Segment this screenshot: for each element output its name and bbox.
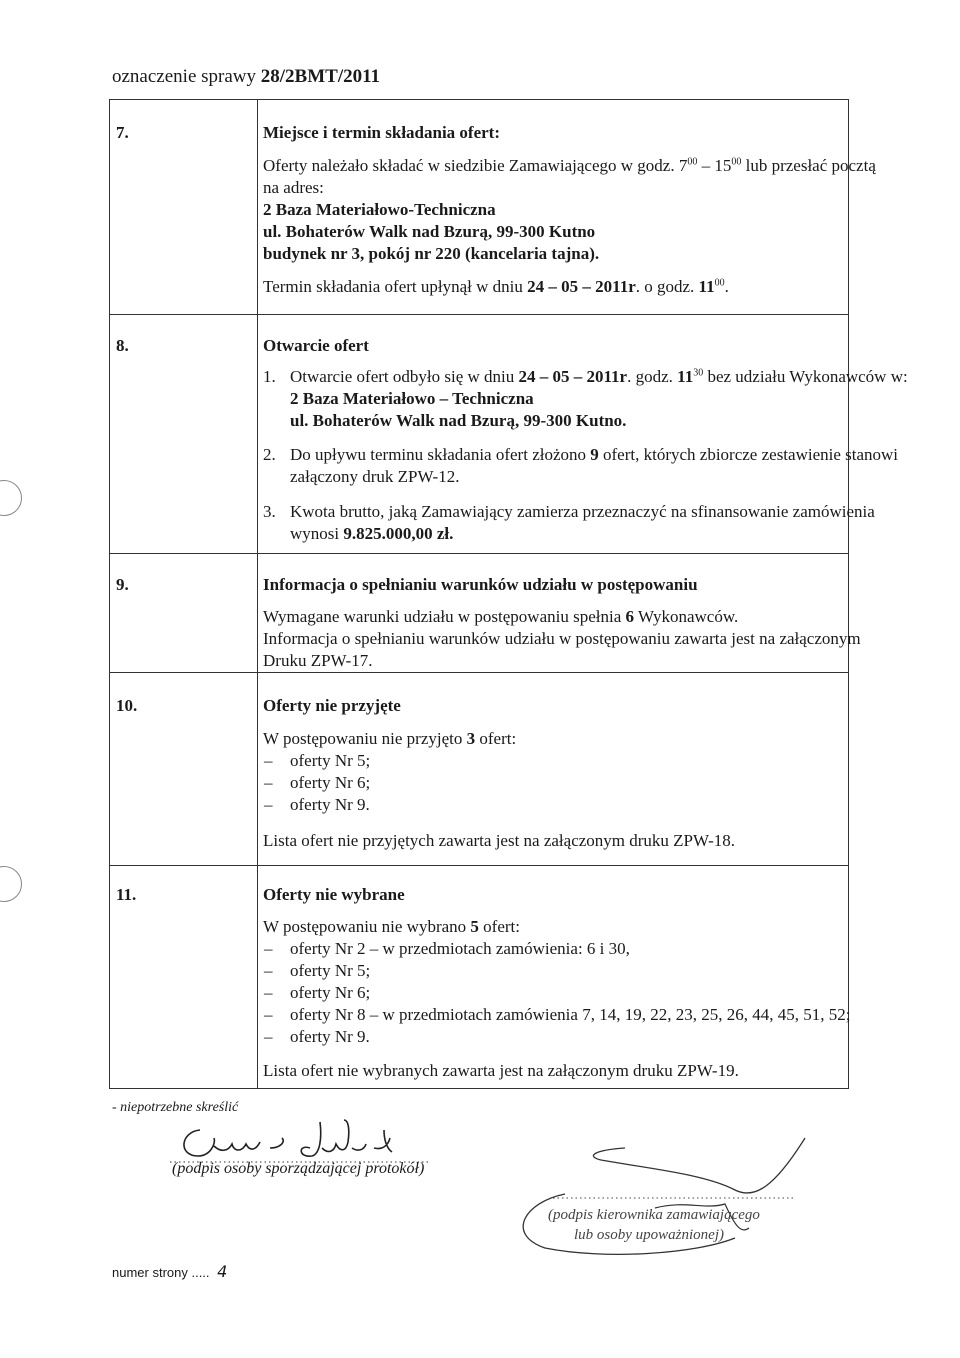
section-10-title: Oferty nie przyjęte: [263, 696, 401, 715]
opening-item-2-cont: załączony druk ZPW-12.: [290, 467, 460, 486]
opening-item-2-number: 2.: [263, 445, 276, 464]
signature-right-line-2: lub osoby upoważnionej): [574, 1227, 724, 1243]
section-11-footer: Lista ofert nie wybranych zawarta jest na załączonym druku ZPW-19.: [263, 1061, 739, 1080]
section-7-line-2: na adres:: [263, 178, 324, 197]
signature-right-line-1: (podpis kierownika zamawiającego: [548, 1207, 760, 1223]
section-9-line-2: Informacja o spełnianiu warunków udziału w postępowaniu zawarta jest na załączonym: [263, 629, 861, 648]
rejected-offer-item: oferty Nr 5;: [290, 751, 371, 770]
section-11-title: Oferty nie wybrane: [263, 885, 405, 904]
unselected-offer-item: oferty Nr 2 – w przedmiotach zamówienia: 6 i 30,: [290, 939, 630, 958]
section-9-line-1: Wymagane warunki udziału w postępowaniu spełnia 6 Wykonawców.: [263, 607, 739, 626]
list-bullet: –: [264, 1005, 273, 1024]
list-bullet: –: [264, 961, 273, 980]
unselected-offer-item: oferty Nr 6;: [290, 983, 371, 1002]
section-7-line-1: Oferty należało składać w siedzibie Zamawiającego w godz. $7^{00} - 15^{00}$ lub przesłać pocztą: [263, 156, 876, 175]
address-street: ul. Bohaterów Walk nad Bzurą, 99-300 Kutno: [263, 222, 596, 241]
section-9-title: Informacja o spełnianiu warunków udziału w postępowaniu: [263, 575, 698, 594]
section-9-number: 9.: [116, 575, 129, 594]
list-bullet: –: [264, 773, 273, 792]
section-10-number: 10.: [116, 696, 138, 715]
section-11-content: [210, 865, 851, 1090]
list-bullet: –: [264, 751, 273, 770]
punch-hole-bottom: [0, 866, 22, 902]
section-9-line-3: Druku ZPW-17.: [263, 651, 373, 670]
section-8-title: Otwarcie ofert: [263, 336, 369, 355]
signature-right-caption: [548, 1205, 760, 1245]
unselected-offer-item: oferty Nr 9.: [290, 1027, 370, 1046]
section-7-content: [210, 100, 876, 314]
punch-hole-top: [0, 480, 22, 516]
unselected-offer-item: oferty Nr 5;: [290, 961, 371, 980]
list-bullet: –: [264, 939, 273, 958]
page-number: [112, 1262, 227, 1281]
section-7-title: Miejsce i termin składania ofert:: [263, 123, 500, 142]
section-9-content: [210, 553, 861, 672]
page-number-label: numer strony .....: [112, 1265, 210, 1280]
protocol-table: [109, 99, 908, 1089]
list-bullet: –: [264, 1027, 273, 1046]
page-number-value: 4: [217, 1262, 228, 1281]
address-room: budynek nr 3, pokój nr 220 (kancelaria tajna).: [263, 244, 600, 263]
signature-left-caption: (podpis osoby sporządzającej protokół): [172, 1160, 425, 1177]
section-8-number: 8.: [116, 336, 129, 355]
section-8-content: [210, 314, 908, 553]
section-11-intro: W postępowaniu nie wybrano 5 ofert:: [263, 917, 520, 936]
opening-item-1-number: 1.: [263, 367, 276, 386]
section-10-content: [210, 672, 848, 865]
list-bullet: –: [264, 795, 273, 814]
opening-item-3-number: 3.: [263, 502, 276, 521]
opening-item-3: Kwota brutto, jaką Zamawiający zamierza przeznaczyć na sfinansowanie zamówienia: [290, 502, 875, 521]
handwritten-signature-left: [170, 1118, 430, 1164]
budget-amount-line: wynosi 9.825.000,00 zł.: [290, 524, 454, 543]
list-bullet: –: [264, 983, 273, 1002]
opening-item-1-org: 2 Baza Materiałowo – Techniczna: [290, 389, 534, 408]
section-10-footer: Lista ofert nie przyjętych zawarta jest na załączonym druku ZPW-18.: [263, 831, 736, 850]
section-7-number: 7.: [116, 123, 129, 142]
opening-item-2: Do upływu terminu składania ofert złożono 9 ofert, których zbiorcze zestawienie stanowi: [290, 445, 899, 464]
address-org: 2 Baza Materiałowo-Techniczna: [263, 200, 496, 219]
case-reference: oznaczenie sprawy 28/2BMT/2011: [112, 66, 381, 87]
footnote: - niepotrzebne skreślić: [112, 1100, 239, 1115]
rejected-offer-item: oferty Nr 9.: [290, 795, 370, 814]
unselected-offer-item: oferty Nr 8 – w przedmiotach zamówienia 7, 14, 19, 22, 23, 25, 26, 44, 45, 51, 52;: [290, 1005, 851, 1024]
opening-item-1-street: ul. Bohaterów Walk nad Bzurą, 99-300 Kutno.: [290, 411, 627, 430]
rejected-offer-item: oferty Nr 6;: [290, 773, 371, 792]
section-11-number: 11.: [116, 885, 137, 904]
deadline-line: Termin składania ofert upłynął w dniu 24 – 05 – 2011r. o godz. $11^{00}$.: [263, 277, 729, 296]
section-10-intro: W postępowaniu nie przyjęto 3 ofert:: [263, 729, 517, 748]
opening-item-1: Otwarcie ofert odbyło się w dniu 24 – 05 – 2011r. godz. $11^{30}$ bez udziału Wykonawców w:: [290, 367, 908, 386]
case-number: 28/2BMT/2011: [260, 66, 381, 87]
